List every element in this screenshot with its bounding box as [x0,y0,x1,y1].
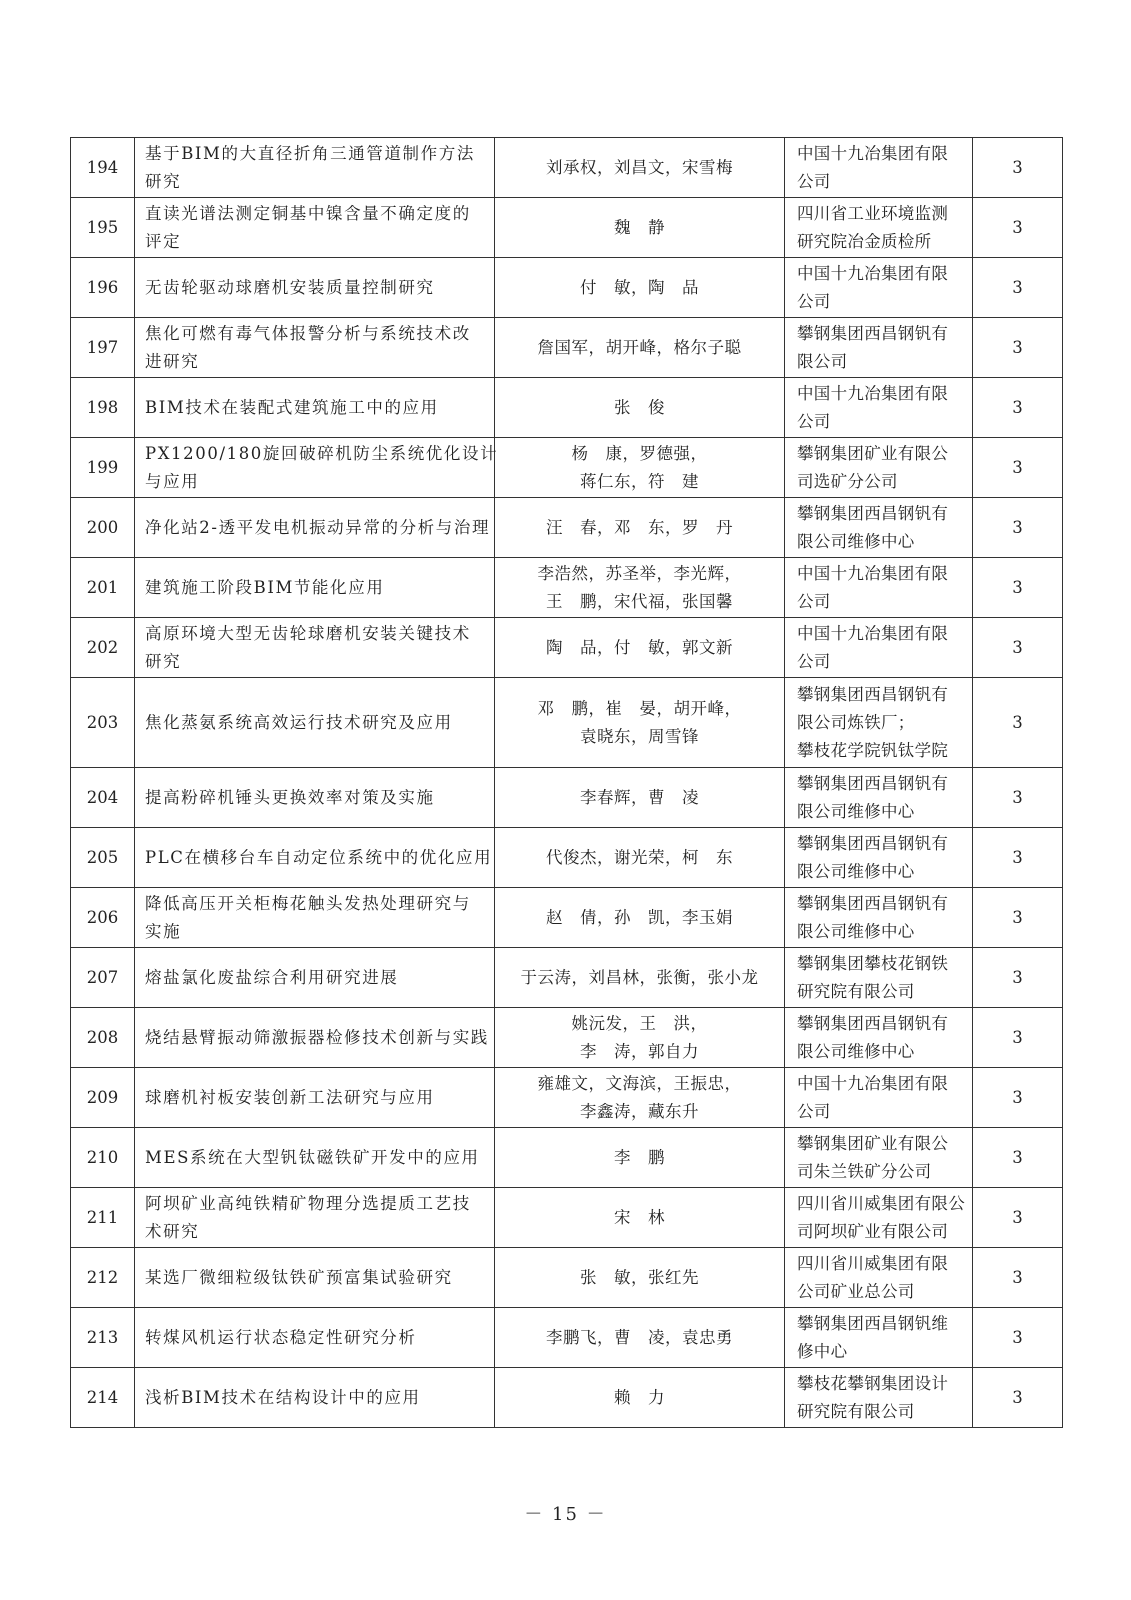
score: 3 [973,1308,1063,1368]
score: 3 [973,438,1063,498]
authors [495,828,785,888]
score: 3 [973,618,1063,678]
score: 3 [973,678,1063,768]
organization-line: 攀钢集团矿业有限公 [797,443,949,463]
organization-line: 中国十九冶集团有限 [797,263,949,283]
row-number: 213 [71,1308,135,1368]
project-title [135,1008,495,1068]
awards-table [70,137,1063,1428]
authors [495,258,785,318]
table-row [71,1248,1063,1308]
authors-line: 赖 力 [614,1387,665,1407]
row-number: 197 [71,318,135,378]
table-row [71,948,1063,1008]
authors-line: 刘承权，刘昌文，宋雪梅 [546,157,733,177]
project-title-line: 基于BIM的大直径折角三通管道制作方法 [145,143,475,163]
organization-line: 中国十九冶集团有限 [797,1073,949,1093]
organization [785,498,973,558]
authors-line: 杨 康，罗德强， [571,443,708,463]
row-number: 214 [71,1368,135,1428]
authors-line: 李鹏飞，曹 凌，袁忠勇 [546,1327,733,1347]
organization-line: 司阿坝矿业有限公司 [797,1221,949,1241]
score: 3 [973,1188,1063,1248]
row-number: 200 [71,498,135,558]
organization-line: 四川省川威集团有限公 [797,1193,965,1213]
project-title [135,138,495,198]
row-number: 207 [71,948,135,1008]
authors [495,1308,785,1368]
authors [495,678,785,768]
row-number: 204 [71,768,135,828]
project-title [135,558,495,618]
authors-line: 王 鹏，宋代福，张国馨 [546,591,733,611]
project-title-line: BIM技术在装配式建筑施工中的应用 [145,397,439,417]
authors [495,438,785,498]
organization [785,558,973,618]
organization [785,1068,973,1128]
project-title [135,318,495,378]
project-title [135,768,495,828]
organization-line: 攀钢集团西昌钢钒有 [797,684,949,704]
authors-line: 陶 品，付 敏，郭文新 [546,637,733,657]
table-row [71,198,1063,258]
project-title-line: 术研究 [145,1221,200,1241]
authors-line: 李春辉，曹 凌 [580,787,699,807]
organization-line: 中国十九冶集团有限 [797,383,949,403]
project-title [135,948,495,1008]
authors-line: 李 涛，郭自力 [580,1041,699,1061]
row-number: 209 [71,1068,135,1128]
authors [495,948,785,1008]
project-title-line: PLC在横移台车自动定位系统中的优化应用 [145,847,493,867]
table-row [71,618,1063,678]
project-title-line: 净化站2-透平发电机振动异常的分析与治理 [145,517,491,537]
organization [785,318,973,378]
organization [785,618,973,678]
authors-line: 宋 林 [614,1207,665,1227]
row-number: 199 [71,438,135,498]
organization-line: 限公司维修中心 [797,861,915,881]
score: 3 [973,378,1063,438]
organization-line: 司朱兰铁矿分公司 [797,1161,932,1181]
authors-line: 李鑫涛，藏东升 [580,1101,699,1121]
organization-line: 限公司维修中心 [797,531,915,551]
project-title-line: 研究 [145,171,182,191]
project-title-line: 直读光谱法测定铜基中镍含量不确定度的 [145,203,471,223]
project-title-line: 研究 [145,651,182,671]
authors-line: 邓 鹏，崔 晏，胡开峰， [537,698,742,718]
project-title [135,618,495,678]
authors [495,888,785,948]
organization [785,1308,973,1368]
row-number: 195 [71,198,135,258]
row-number: 205 [71,828,135,888]
row-number: 194 [71,138,135,198]
organization-line: 攀钢集团西昌钢钒有 [797,833,949,853]
project-title [135,1068,495,1128]
organization [785,948,973,1008]
organization [785,1008,973,1068]
authors-line: 代俊杰，谢光荣，柯 东 [546,847,733,867]
table-row [71,138,1063,198]
project-title-line: 降低高压开关柜梅花触头发热处理研究与 [145,893,471,913]
project-title-line: 提高粉碎机锤头更换效率对策及实施 [145,787,435,807]
row-number: 198 [71,378,135,438]
organization [785,888,973,948]
project-title [135,198,495,258]
project-title [135,378,495,438]
organization-line: 攀钢集团西昌钢钒维 [797,1313,949,1333]
authors-line: 蒋仁东，符 建 [580,471,699,491]
organization [785,678,973,768]
organization-line: 四川省川威集团有限 [797,1253,949,1273]
organization-line: 司选矿分公司 [797,471,898,491]
organization-line: 攀钢集团西昌钢钒有 [797,503,949,523]
project-title-line: 建筑施工阶段BIM节能化应用 [145,577,385,597]
organization [785,258,973,318]
authors [495,1188,785,1248]
organization-line: 攀钢集团西昌钢钒有 [797,893,949,913]
authors-line: 汪 春，邓 东，罗 丹 [546,517,733,537]
score: 3 [973,1008,1063,1068]
authors-line: 付 敏，陶 品 [580,277,699,297]
score: 3 [973,138,1063,198]
organization-line: 公司矿业总公司 [797,1281,915,1301]
authors [495,1128,785,1188]
row-number: 206 [71,888,135,948]
project-title-line: MES系统在大型钒钛磁铁矿开发中的应用 [145,1147,480,1167]
table-row [71,498,1063,558]
authors [495,1368,785,1428]
organization-line: 限公司 [797,351,848,371]
organization-line: 攀钢集团西昌钢钒有 [797,323,949,343]
score: 3 [973,1068,1063,1128]
project-title-line: 进研究 [145,351,200,371]
organization [785,1128,973,1188]
project-title-line: 球磨机衬板安装创新工法研究与应用 [145,1087,435,1107]
table-row [71,1188,1063,1248]
organization-line: 公司 [797,1101,831,1121]
organization [785,438,973,498]
project-title [135,678,495,768]
project-title [135,888,495,948]
organization-line: 研究院有限公司 [797,981,915,1001]
project-title [135,1368,495,1428]
score: 3 [973,558,1063,618]
project-title [135,1188,495,1248]
table-row [71,258,1063,318]
project-title [135,1248,495,1308]
project-title-line: 转煤风机运行状态稳定性研究分析 [145,1327,417,1347]
score: 3 [973,948,1063,1008]
project-title [135,258,495,318]
score: 3 [973,258,1063,318]
authors-line: 张 敏，张红先 [580,1267,699,1287]
table-row [71,1128,1063,1188]
authors [495,558,785,618]
organization-line: 限公司维修中心 [797,801,915,821]
authors-line: 李浩然，苏圣举，李光辉， [537,563,742,583]
organization [785,378,973,438]
score: 3 [973,318,1063,378]
table-row [71,558,1063,618]
table-row [71,768,1063,828]
organization-line: 研究院冶金质检所 [797,231,932,251]
organization-line: 公司 [797,651,831,671]
authors [495,768,785,828]
organization-line: 限公司维修中心 [797,1041,915,1061]
organization [785,1368,973,1428]
organization-line: 公司 [797,591,831,611]
organization [785,138,973,198]
organization-line: 攀钢集团西昌钢钒有 [797,773,949,793]
authors [495,138,785,198]
authors [495,378,785,438]
row-number: 201 [71,558,135,618]
score: 3 [973,198,1063,258]
project-title [135,438,499,498]
authors-line: 詹国军，胡开峰，格尔子聪 [537,337,742,357]
project-title-line: 烧结悬臂振动筛激振器检修技术创新与实践 [145,1027,489,1047]
table-row [71,888,1063,948]
organization [785,1188,973,1248]
organization [785,198,973,258]
organization-line: 公司 [797,171,831,191]
organization-line: 攀枝花学院钒钛学院 [797,740,949,760]
project-title [135,828,495,888]
organization-line: 攀钢集团攀枝花钢铁 [797,953,949,973]
organization-line: 公司 [797,411,831,431]
authors [495,618,785,678]
score: 3 [973,1128,1063,1188]
table-row [71,1308,1063,1368]
row-number: 212 [71,1248,135,1308]
project-title-line: 熔盐氯化废盐综合利用研究进展 [145,967,399,987]
table-row [71,828,1063,888]
authors-line: 李 鹏 [614,1147,665,1167]
score: 3 [973,498,1063,558]
score: 3 [973,768,1063,828]
organization-line: 四川省工业环境监测 [797,203,949,223]
score: 3 [973,828,1063,888]
project-title [135,1128,495,1188]
project-title-line: 评定 [145,231,182,251]
project-title-line: 无齿轮驱动球磨机安装质量控制研究 [145,277,435,297]
row-number: 208 [71,1008,135,1068]
authors-line: 袁晓东，周雪锋 [580,726,699,746]
authors [495,198,785,258]
row-number: 203 [71,678,135,768]
project-title-line: 焦化可燃有毒气体报警分析与系统技术改 [145,323,471,343]
project-title-line: 高原环境大型无齿轮球磨机安装关键技术 [145,623,471,643]
organization [785,828,973,888]
organization [785,768,973,828]
organization-line: 中国十九冶集团有限 [797,623,949,643]
row-number: 202 [71,618,135,678]
project-title-line: 某选厂微细粒级钛铁矿预富集试验研究 [145,1267,453,1287]
authors-line: 魏 静 [614,217,665,237]
organization-line: 中国十九冶集团有限 [797,563,949,583]
score: 3 [973,1368,1063,1428]
organization [785,1248,973,1308]
project-title-line: 与应用 [145,471,200,491]
row-number: 211 [71,1188,135,1248]
project-title-line: 焦化蒸氨系统高效运行技术研究及应用 [145,712,453,732]
score: 3 [973,1248,1063,1308]
authors [495,1248,785,1308]
authors [495,318,785,378]
project-title [135,498,495,558]
table-row [71,438,1063,498]
authors-line: 赵 倩，孙 凯，李玉娟 [546,907,733,927]
authors-line: 于云涛，刘昌林，张衡，张小龙 [520,967,759,987]
project-title-line: PX1200/180旋回破碎机防尘系统优化设计 [145,443,499,463]
page-number: － 15 － [524,1504,607,1525]
project-title-line: 阿坝矿业高纯铁精矿物理分选提质工艺技 [145,1193,471,1213]
project-title-line: 浅析BIM技术在结构设计中的应用 [145,1387,421,1407]
awards-table-body [71,138,1063,1428]
authors-line: 姚沅发，王 洪， [571,1013,708,1033]
authors-line: 雍雄文，文海滨，王振忠， [537,1073,742,1093]
organization-line: 攀钢集团西昌钢钒有 [797,1013,949,1033]
authors [495,1008,785,1068]
project-title-line: 实施 [145,921,182,941]
table-row [71,378,1063,438]
organization-line: 中国十九冶集团有限 [797,143,949,163]
row-number: 196 [71,258,135,318]
organization-line: 公司 [797,291,831,311]
authors [495,498,785,558]
project-title [135,1308,495,1368]
organization-line: 攀钢集团矿业有限公 [797,1133,949,1153]
row-number: 210 [71,1128,135,1188]
table-row [71,1068,1063,1128]
organization-line: 限公司炼铁厂； [797,712,915,732]
organization-line: 限公司维修中心 [797,921,915,941]
organization-line: 研究院有限公司 [797,1401,915,1421]
organization-line: 修中心 [797,1341,848,1361]
score: 3 [973,888,1063,948]
table-row [71,1008,1063,1068]
table-row [71,1368,1063,1428]
authors [495,1068,785,1128]
table-row [71,318,1063,378]
organization-line: 攀枝花攀钢集团设计 [797,1373,949,1393]
authors-line: 张 俊 [614,397,665,417]
table-row [71,678,1063,768]
